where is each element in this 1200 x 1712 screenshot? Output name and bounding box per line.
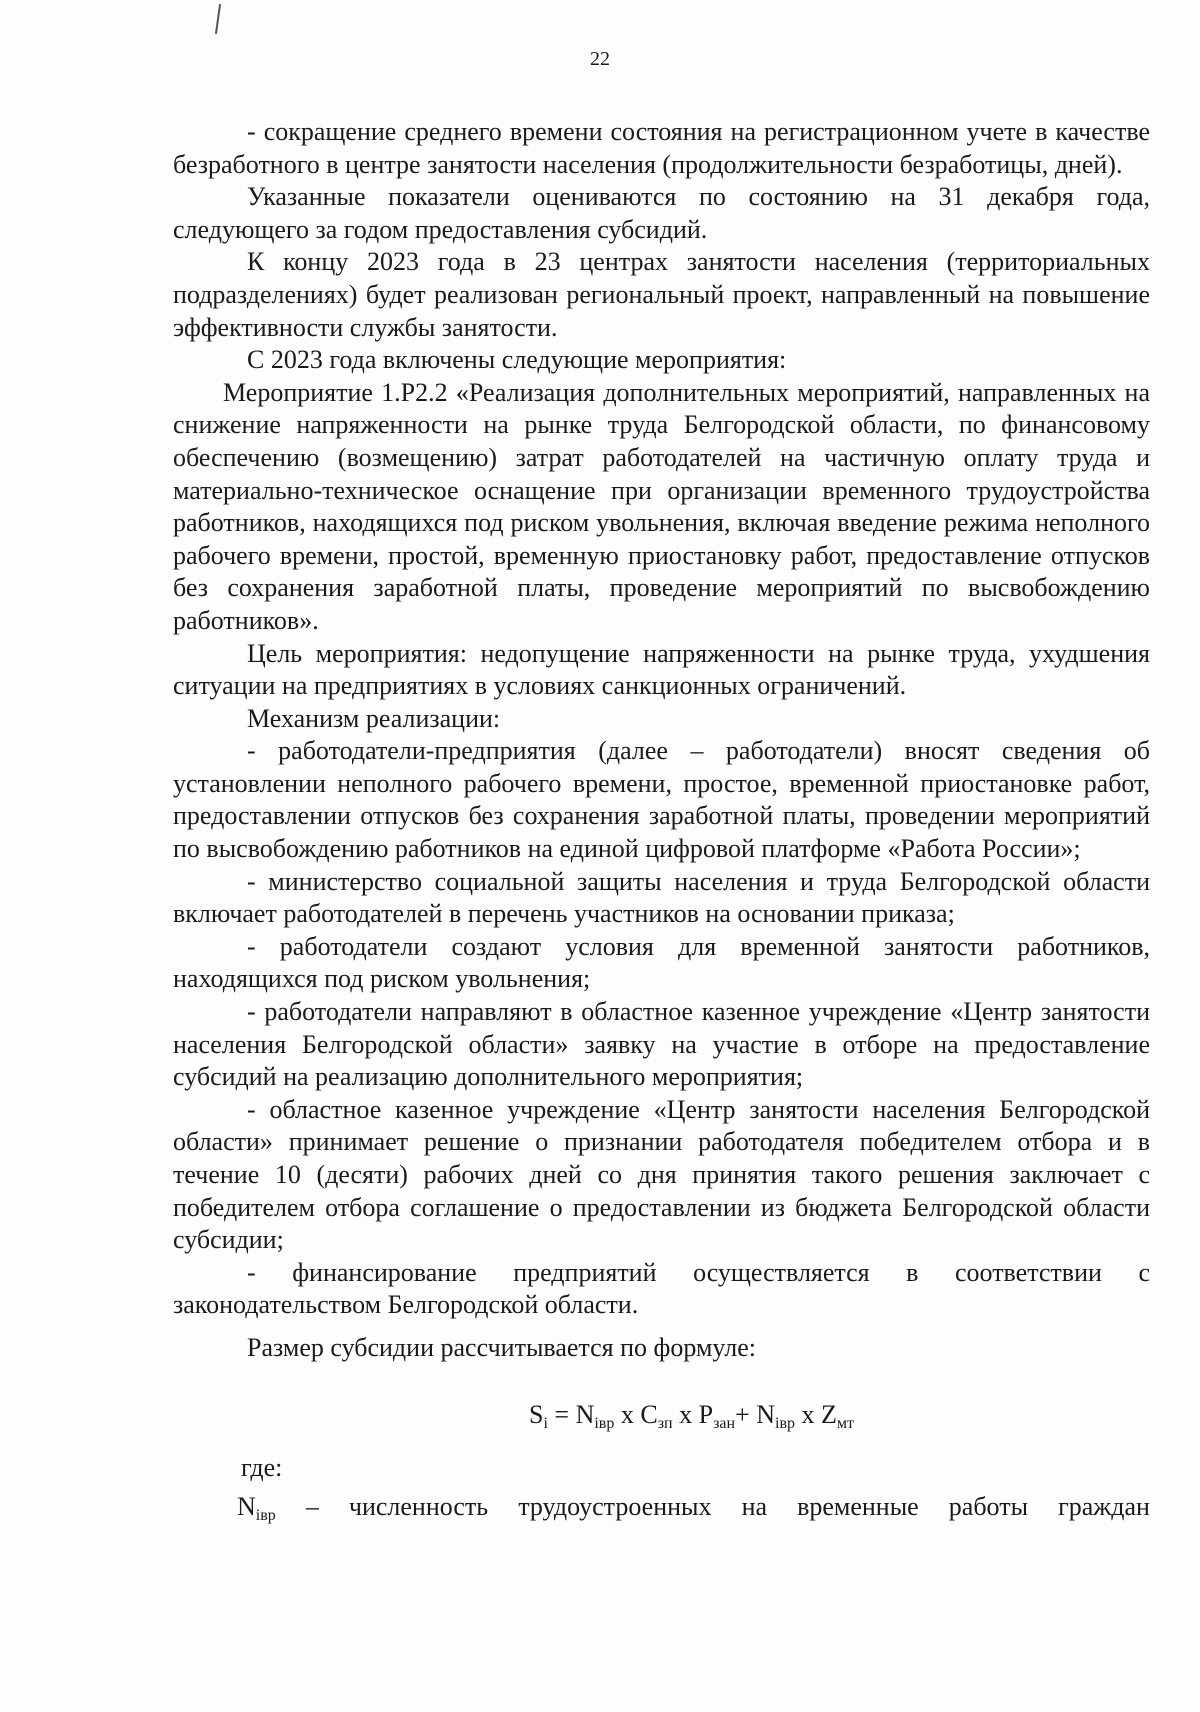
paragraph-indicators-assessment: Указанные показатели оцениваются по состоянию на 31 декабря года, следующего за годом предоставления субсидий. [173, 182, 1150, 244]
formula-sub-ivr: iвр [594, 1414, 615, 1432]
paragraph-regional-project: К концу 2023 года в 23 центрах занятости населения (территориальных подразделениях) будет реализован региональный проект, направленный на повышение эффективности службы занятости. [173, 247, 1150, 342]
subsidy-formula [173, 1399, 1150, 1441]
paragraph-mechanism-item-1: - работодатели-предприятия (далее – работодатели) вносят сведения об установлении неполного рабочего времени, простое, временной приостановке работ, предоставлении отпусков без сохранения заработной платы, проведении мероприятий по высвобождению работников на единой цифровой платформе «Работа России»; [173, 736, 1150, 864]
formula-sub-zp: зп [657, 1414, 673, 1432]
formula-symbol-n: N [575, 1399, 595, 1429]
formula-symbol-s: S [528, 1399, 544, 1429]
symbol-sub-ivr: iвр [255, 1506, 276, 1524]
formula-times: x [614, 1399, 641, 1429]
formula-sub-ivr: iвр [775, 1414, 795, 1432]
formula-sub-mt: мт [836, 1414, 855, 1432]
document-body [173, 116, 1150, 1532]
formula-sub-i: i [543, 1414, 548, 1432]
definition-word: работы [948, 1491, 1029, 1521]
formula-symbol-n: N [756, 1399, 775, 1429]
paragraph-mechanism-item-2: - министерство социальной защиты населения и труда Белгородской области включает работодателей в перечень участников на основании приказа; [173, 866, 1150, 929]
definition-word: – [305, 1491, 319, 1521]
pen-mark [215, 4, 221, 34]
paragraph-measures-intro: С 2023 года включены следующие мероприятия: [247, 345, 787, 375]
paragraph-measure-goal: Цель мероприятия: недопущение напряженности на рынке труда, ухудшения ситуации на предприятиях в условиях санкционных ограничений. [173, 638, 1150, 701]
definition-word: трудоустроенных [518, 1491, 712, 1521]
paragraph-mechanism-item-3: - работодатели создают условия для временной занятости работников, находящихся под риском увольнения; [173, 931, 1150, 994]
definition-symbol [237, 1491, 276, 1533]
paragraph-measure-description: Мероприятие 1.Р2.2 «Реализация дополнительных мероприятий, направленных на снижение напряженности на рынке труда Белгородской области, по финансовому обеспечению (возмещению) затрат работодателей на частичную оплату труда и материально-техническое оснащение при организации временного трудоустройства работников, находящихся под риском увольнения, включая введение режима неполного рабочего времени, простой, временную приостановку работ, предоставление отпусков без сохранения заработной платы, проведение мероприятий по высвобождению работников». [173, 377, 1150, 635]
formula-symbol-z: Z [821, 1399, 837, 1429]
formula-times: x [672, 1399, 699, 1429]
paragraph-mechanism-item-6: - финансирование предприятий осуществляется в соответствии с законодательством Белгородской области. [173, 1257, 1150, 1320]
formula-symbol-p: P [698, 1399, 714, 1429]
definition-word: численность [348, 1491, 489, 1521]
definition-word: на [741, 1491, 768, 1521]
paragraph-mechanism-item-5: - областное казенное учреждение «Центр занятости населения Белгородской области» принимает решение о признании работодателя победителем отбора и в течение 10 (десяти) рабочих дней со дня принятия такого решения заключает с победителем отбора соглашение о предоставлении из бюджета Белгородской области субсидии; [173, 1094, 1150, 1255]
formula-plus: + [735, 1399, 757, 1429]
paragraph-mechanism-item-4: - работодатели направляют в областное казенное учреждение «Центр занятости населения Белгородской области» заявку на участие в отборе на предоставление субсидий на реализацию дополнительного мероприятия; [173, 997, 1150, 1092]
paragraph-bullet-unemployment-duration: - сокращение среднего времени состояния на регистрационном учете в качестве безработного в центре занятости населения (продолжительности безработицы, дней). [173, 117, 1150, 179]
paragraph-formula-intro: Размер субсидии рассчитывается по формуле: [247, 1332, 757, 1362]
formula-times: x [795, 1399, 821, 1429]
definition-word: граждан [1058, 1491, 1150, 1521]
where-label: где: [241, 1453, 283, 1483]
formula-sub-zan: зан [713, 1414, 736, 1432]
definition-line-n-ivr [173, 1491, 1150, 1533]
formula-symbol-c: C [640, 1399, 658, 1429]
definition-word: временные [797, 1491, 919, 1521]
page-number: 22 [590, 48, 610, 70]
symbol-n: N [237, 1491, 256, 1521]
paragraph-mechanism-heading: Механизм реализации: [247, 703, 501, 733]
formula-equals: = [547, 1399, 576, 1429]
